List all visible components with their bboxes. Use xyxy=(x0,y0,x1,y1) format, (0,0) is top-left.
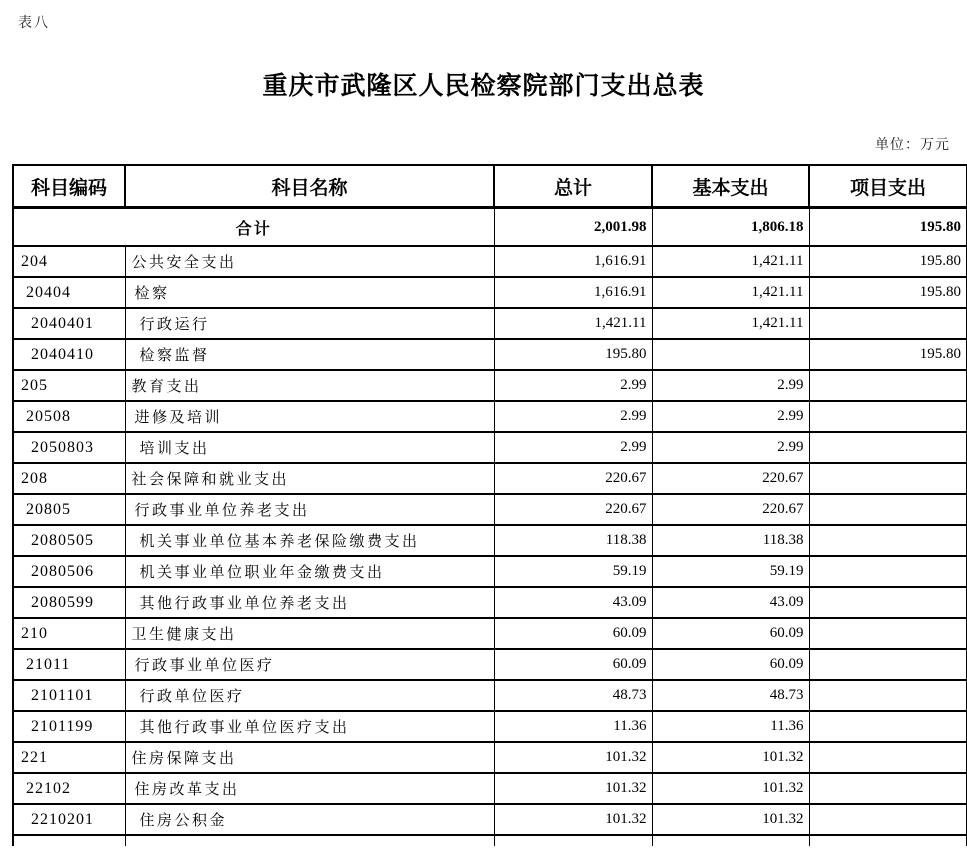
cell-subject-name: 卫生健康支出 xyxy=(125,618,494,649)
table-number-label: 表八 xyxy=(18,16,50,31)
unit-note: 单位：万元 xyxy=(875,138,950,153)
table-row xyxy=(13,339,967,370)
cell-basic-value: 43.09 xyxy=(652,587,809,618)
cell-basic-value: 2.99 xyxy=(652,401,809,432)
cell-total-value: 195.80 xyxy=(494,339,652,370)
column-header-subject-name: 科目名称 xyxy=(125,165,494,208)
table-row xyxy=(13,246,967,277)
cell-subject-code: 22102 xyxy=(13,773,125,804)
cell-basic-value: 101.32 xyxy=(652,742,809,773)
cell-subject-name: 住房公积金 xyxy=(125,804,494,835)
cell-project-value: 195.80 xyxy=(809,246,967,277)
cell-subject-name: 其他行政事业单位医疗支出 xyxy=(125,711,494,742)
cell-project-value xyxy=(809,773,967,804)
table-row xyxy=(13,463,967,494)
table-row xyxy=(13,556,967,587)
cell-subject-name: 培训支出 xyxy=(125,432,494,463)
cut-off-cell xyxy=(13,835,125,846)
table-row xyxy=(13,525,967,556)
cell-project-value xyxy=(809,649,967,680)
cell-subject-code: 2080599 xyxy=(13,587,125,618)
cell-total-value: 118.38 xyxy=(494,525,652,556)
cell-subject-code: 221 xyxy=(13,742,125,773)
cell-subject-code: 2050803 xyxy=(13,432,125,463)
cell-subject-name: 检察 xyxy=(125,277,494,308)
cell-basic-value: 59.19 xyxy=(652,556,809,587)
cell-subject-code: 20508 xyxy=(13,401,125,432)
cell-project-value: 195.80 xyxy=(809,339,967,370)
cell-subject-name: 进修及培训 xyxy=(125,401,494,432)
cell-total-value: 11.36 xyxy=(494,711,652,742)
table-row xyxy=(13,401,967,432)
cell-total-value: 220.67 xyxy=(494,494,652,525)
cell-basic-value: 60.09 xyxy=(652,618,809,649)
cell-subject-code: 205 xyxy=(13,370,125,401)
cell-project-value xyxy=(809,308,967,339)
cell-subject-code: 2101101 xyxy=(13,680,125,711)
cell-basic-value: 1,421.11 xyxy=(652,308,809,339)
cell-subject-code: 2040410 xyxy=(13,339,125,370)
column-header-subject-code: 科目编码 xyxy=(13,165,125,208)
cut-off-cell xyxy=(652,835,809,846)
cell-project-value: 195.80 xyxy=(809,277,967,308)
cell-total-value: 101.32 xyxy=(494,742,652,773)
table-row xyxy=(13,711,967,742)
cell-basic-value: 48.73 xyxy=(652,680,809,711)
column-header-total: 总计 xyxy=(494,165,652,208)
cell-subject-name: 行政单位医疗 xyxy=(125,680,494,711)
cell-total-value: 101.32 xyxy=(494,773,652,804)
cell-subject-code: 20404 xyxy=(13,277,125,308)
summary-label: 合计 xyxy=(13,208,494,247)
cell-project-value xyxy=(809,711,967,742)
cell-total-value: 1,616.91 xyxy=(494,277,652,308)
cell-project-value xyxy=(809,401,967,432)
cell-total-value: 60.09 xyxy=(494,618,652,649)
cell-total-value: 59.19 xyxy=(494,556,652,587)
cell-subject-code: 2080506 xyxy=(13,556,125,587)
cell-project-value xyxy=(809,742,967,773)
cell-project-value xyxy=(809,525,967,556)
cell-basic-value: 60.09 xyxy=(652,649,809,680)
table-row xyxy=(13,649,967,680)
cell-subject-name: 行政事业单位医疗 xyxy=(125,649,494,680)
summary-basic-value: 1,806.18 xyxy=(652,208,809,247)
cell-total-value: 1,616.91 xyxy=(494,246,652,277)
table-row xyxy=(13,742,967,773)
cell-total-value: 48.73 xyxy=(494,680,652,711)
cell-total-value: 1,421.11 xyxy=(494,308,652,339)
cell-project-value xyxy=(809,432,967,463)
cell-basic-value: 118.38 xyxy=(652,525,809,556)
table-row xyxy=(13,773,967,804)
cell-subject-code: 21011 xyxy=(13,649,125,680)
cell-subject-code: 208 xyxy=(13,463,125,494)
cell-basic-value: 11.36 xyxy=(652,711,809,742)
cell-subject-code: 204 xyxy=(13,246,125,277)
summary-project-value: 195.80 xyxy=(809,208,967,247)
header-row xyxy=(13,165,967,208)
cell-subject-name: 住房改革支出 xyxy=(125,773,494,804)
cell-subject-name: 机关事业单位基本养老保险缴费支出 xyxy=(125,525,494,556)
cut-off-cell xyxy=(494,835,652,846)
cell-subject-name: 社会保障和就业支出 xyxy=(125,463,494,494)
cell-basic-value: 220.67 xyxy=(652,463,809,494)
cell-total-value: 2.99 xyxy=(494,370,652,401)
cell-project-value xyxy=(809,680,967,711)
column-header-project-expense: 项目支出 xyxy=(809,165,967,208)
table-row xyxy=(13,804,967,835)
expenditure-table xyxy=(12,164,967,846)
cell-basic-value: 101.32 xyxy=(652,804,809,835)
cell-subject-name: 教育支出 xyxy=(125,370,494,401)
cell-subject-name: 行政事业单位养老支出 xyxy=(125,494,494,525)
cell-project-value xyxy=(809,618,967,649)
table-row xyxy=(13,618,967,649)
cell-total-value: 220.67 xyxy=(494,463,652,494)
cell-subject-code: 2210201 xyxy=(13,804,125,835)
table-row xyxy=(13,680,967,711)
cell-basic-value xyxy=(652,339,809,370)
cell-basic-value: 1,421.11 xyxy=(652,246,809,277)
table-row xyxy=(13,587,967,618)
cell-project-value xyxy=(809,463,967,494)
cell-subject-name: 检察监督 xyxy=(125,339,494,370)
cell-project-value xyxy=(809,587,967,618)
cell-basic-value: 220.67 xyxy=(652,494,809,525)
cell-project-value xyxy=(809,370,967,401)
cell-total-value: 60.09 xyxy=(494,649,652,680)
cell-subject-name: 公共安全支出 xyxy=(125,246,494,277)
cell-basic-value: 1,421.11 xyxy=(652,277,809,308)
cell-project-value xyxy=(809,494,967,525)
table-row xyxy=(13,370,967,401)
table-row xyxy=(13,277,967,308)
cell-subject-code: 2040401 xyxy=(13,308,125,339)
cell-project-value xyxy=(809,556,967,587)
table-row xyxy=(13,494,967,525)
column-header-basic-expense: 基本支出 xyxy=(652,165,809,208)
cell-subject-name: 住房保障支出 xyxy=(125,742,494,773)
page-title: 重庆市武隆区人民检察院部门支出总表 xyxy=(262,72,705,100)
cell-basic-value: 101.32 xyxy=(652,773,809,804)
cell-basic-value: 2.99 xyxy=(652,370,809,401)
cell-total-value: 2.99 xyxy=(494,432,652,463)
table-row xyxy=(13,308,967,339)
cell-subject-code: 210 xyxy=(13,618,125,649)
cut-off-row xyxy=(13,835,967,846)
cell-project-value xyxy=(809,804,967,835)
cell-subject-name: 行政运行 xyxy=(125,308,494,339)
cell-total-value: 43.09 xyxy=(494,587,652,618)
cell-subject-name: 机关事业单位职业年金缴费支出 xyxy=(125,556,494,587)
cell-subject-name: 其他行政事业单位养老支出 xyxy=(125,587,494,618)
cell-total-value: 101.32 xyxy=(494,804,652,835)
cut-off-cell xyxy=(125,835,494,846)
cell-basic-value: 2.99 xyxy=(652,432,809,463)
cut-off-cell xyxy=(809,835,967,846)
cell-total-value: 2.99 xyxy=(494,401,652,432)
summary-total-value: 2,001.98 xyxy=(494,208,652,247)
cell-subject-code: 2101199 xyxy=(13,711,125,742)
cell-subject-code: 2080505 xyxy=(13,525,125,556)
table-row xyxy=(13,432,967,463)
cell-subject-code: 20805 xyxy=(13,494,125,525)
summary-row xyxy=(13,208,967,247)
